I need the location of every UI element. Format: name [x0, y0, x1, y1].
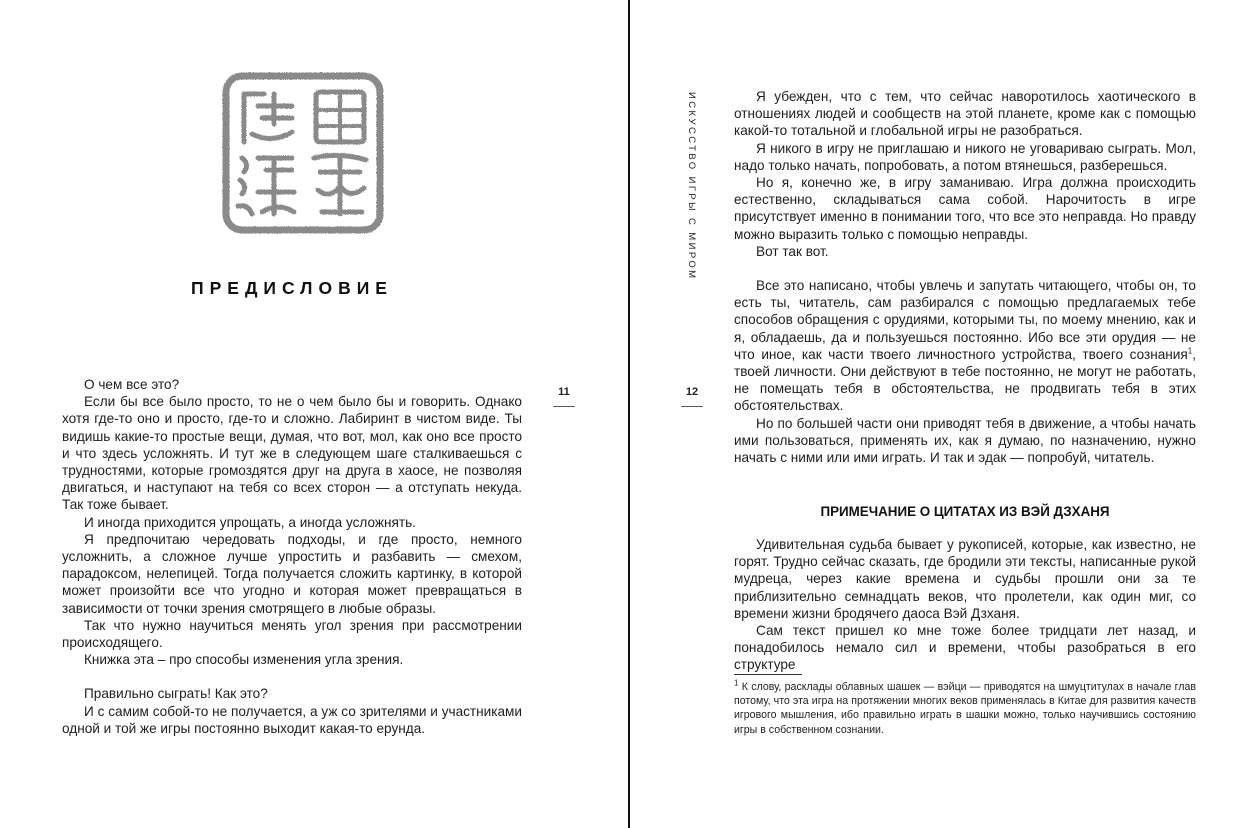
right-page-body-bottom [734, 536, 1196, 674]
right-page [630, 0, 1258, 828]
paragraph: И иногда приходится упрощать, а иногда усложнять. [84, 514, 416, 530]
page-number: 12 [680, 386, 704, 403]
paragraph: Но по большей части они приводят тебя в движение, а чтобы начать ими пользоваться, применять их, как я думаю, по назначению, нужно начать с ними или ими играть. И так и эдак — попробуй, читатель. [734, 415, 1196, 466]
paragraph: Если бы все было просто, то не о чем было бы и говорить. Однако хотя где-то оно и просто, где-то и сложно. Лабиринт в чистом виде. Ты видишь какие-то простые вещи, думая, что вот, мол, как оно все просто и что здесь усложнять. И тут же в следующем шаге сталкиваешься с трудностями, которые громоздятся друг на друга в хаосе, не позволяя двигаться, и наступают на тебя со всех сторон — а отступать некуда. Так тоже бывает. [62, 394, 522, 513]
chapter-title: ПРЕДИСЛОВИЕ [191, 278, 393, 298]
footnote [734, 680, 1196, 737]
paragraph: Я никого в игру не приглашаю и никого не уговариваю сыграть. Мол, надо только начать, попробовать, а потом втянешься, разберешься. [734, 140, 1196, 173]
paragraph: Вот так вот. [756, 243, 829, 259]
paragraph: Я убежден, что с тем, что сейчас наворотилось хаотического в отношениях людей и сообществ на этой планете, кроме как с помощью какой-то тотальной и глобальной игры не разобраться. [734, 89, 1196, 139]
paragraph: Я предпочитаю чередовать подходы, и где просто, немного усложнить, а сложное лучше упростить и разбавить — смехом, парадоксом, нелепицей. Тогда получается сложить картинку, в которой может произойти все что угодно и которая может превращаться в зависимости от точки зрения смотрящего в любые образы. [62, 531, 522, 616]
seal-stamp-image [222, 72, 384, 234]
footnote-divider [734, 674, 802, 675]
left-page-body [62, 376, 522, 737]
paragraph-text: Все это написано, чтобы увлечь и запутать читающего, чтобы он, то есть ты, читатель, сам разбирался с помощью предлагаемых тебе способов обращения с орудиями, которыми ты, по моему мнению, как и я, обладаешь, да и пользуешься постоянно. Ибо все эти орудия — не что иное, как части твоего личностного устройства, твоего сознания [734, 278, 1196, 362]
footnote-marker[interactable]: 1 [1187, 346, 1193, 356]
paragraph: Сам текст пришел ко мне тоже более тридцати лет назад, и понадобилось немало сил и времени, чтобы разобраться в его структуре [734, 623, 1196, 673]
left-page [0, 0, 628, 828]
paragraph [734, 277, 1196, 415]
running-head: ИСКУССТВО ИГРЫ С МИРОМ [686, 92, 697, 281]
section-heading: ПРИМЕЧАНИЕ О ЦИТАТАХ ИЗ ВЭЙ ДЗХАНЯ [820, 504, 1110, 519]
right-page-body-top [734, 88, 1196, 466]
paragraph: Но я, конечно же, в игру заманиваю. Игра должна происходить естественно, складываться сама собой. Нарочитость в игре присутствует именно в понимании того, что все это неправда. Но правду можно выразить только с помощью неправды. [734, 175, 1196, 242]
paragraph: Удивительная судьба бывает у рукописей, которые, как известно, не горят. Трудно сейчас сказать, где бродили эти тексты, написанные рукой мудреца, через какие времена и судьбы прошли они за те приблизительно семнадцать веков, что пролетели, как один миг, со времени жизни бродячего даоса Вэй Дзханя. [734, 537, 1196, 621]
page-number: 11 [552, 386, 576, 403]
paragraph: О чем все это? [84, 377, 180, 392]
footnote-number: 1 [734, 678, 739, 688]
paragraph-text: , твоей личности. Они действуют в тебе постоянно, не могут не работать, не помещать тебя в обстоятельства, не продвигать тебя в этих обстоятельствах. [734, 346, 1196, 414]
paragraph: Правильно сыграть! Как это? [84, 686, 268, 702]
paragraph: Книжка эта – про способы изменения угла зрения. [84, 652, 404, 668]
paragraph: И с самим собой-то не получается, а уж со зрителями и участниками одной и той же игры постоянно выходит какая-то ерунда. [62, 703, 522, 736]
paragraph: Так что нужно научиться менять угол зрения при рассмотрении происходящего. [62, 617, 522, 651]
footnote-text: К слову, расклады облавных шашек — вэйци — приводятся на шмуцтитулах в начале глав потому, что эта игра на протяжении многих веков применялась в Китае для развития качеств игрового мышления, ибо правильно играть в шашки можно, только научившись состоянию игры в собственном сознании. [734, 681, 1196, 736]
